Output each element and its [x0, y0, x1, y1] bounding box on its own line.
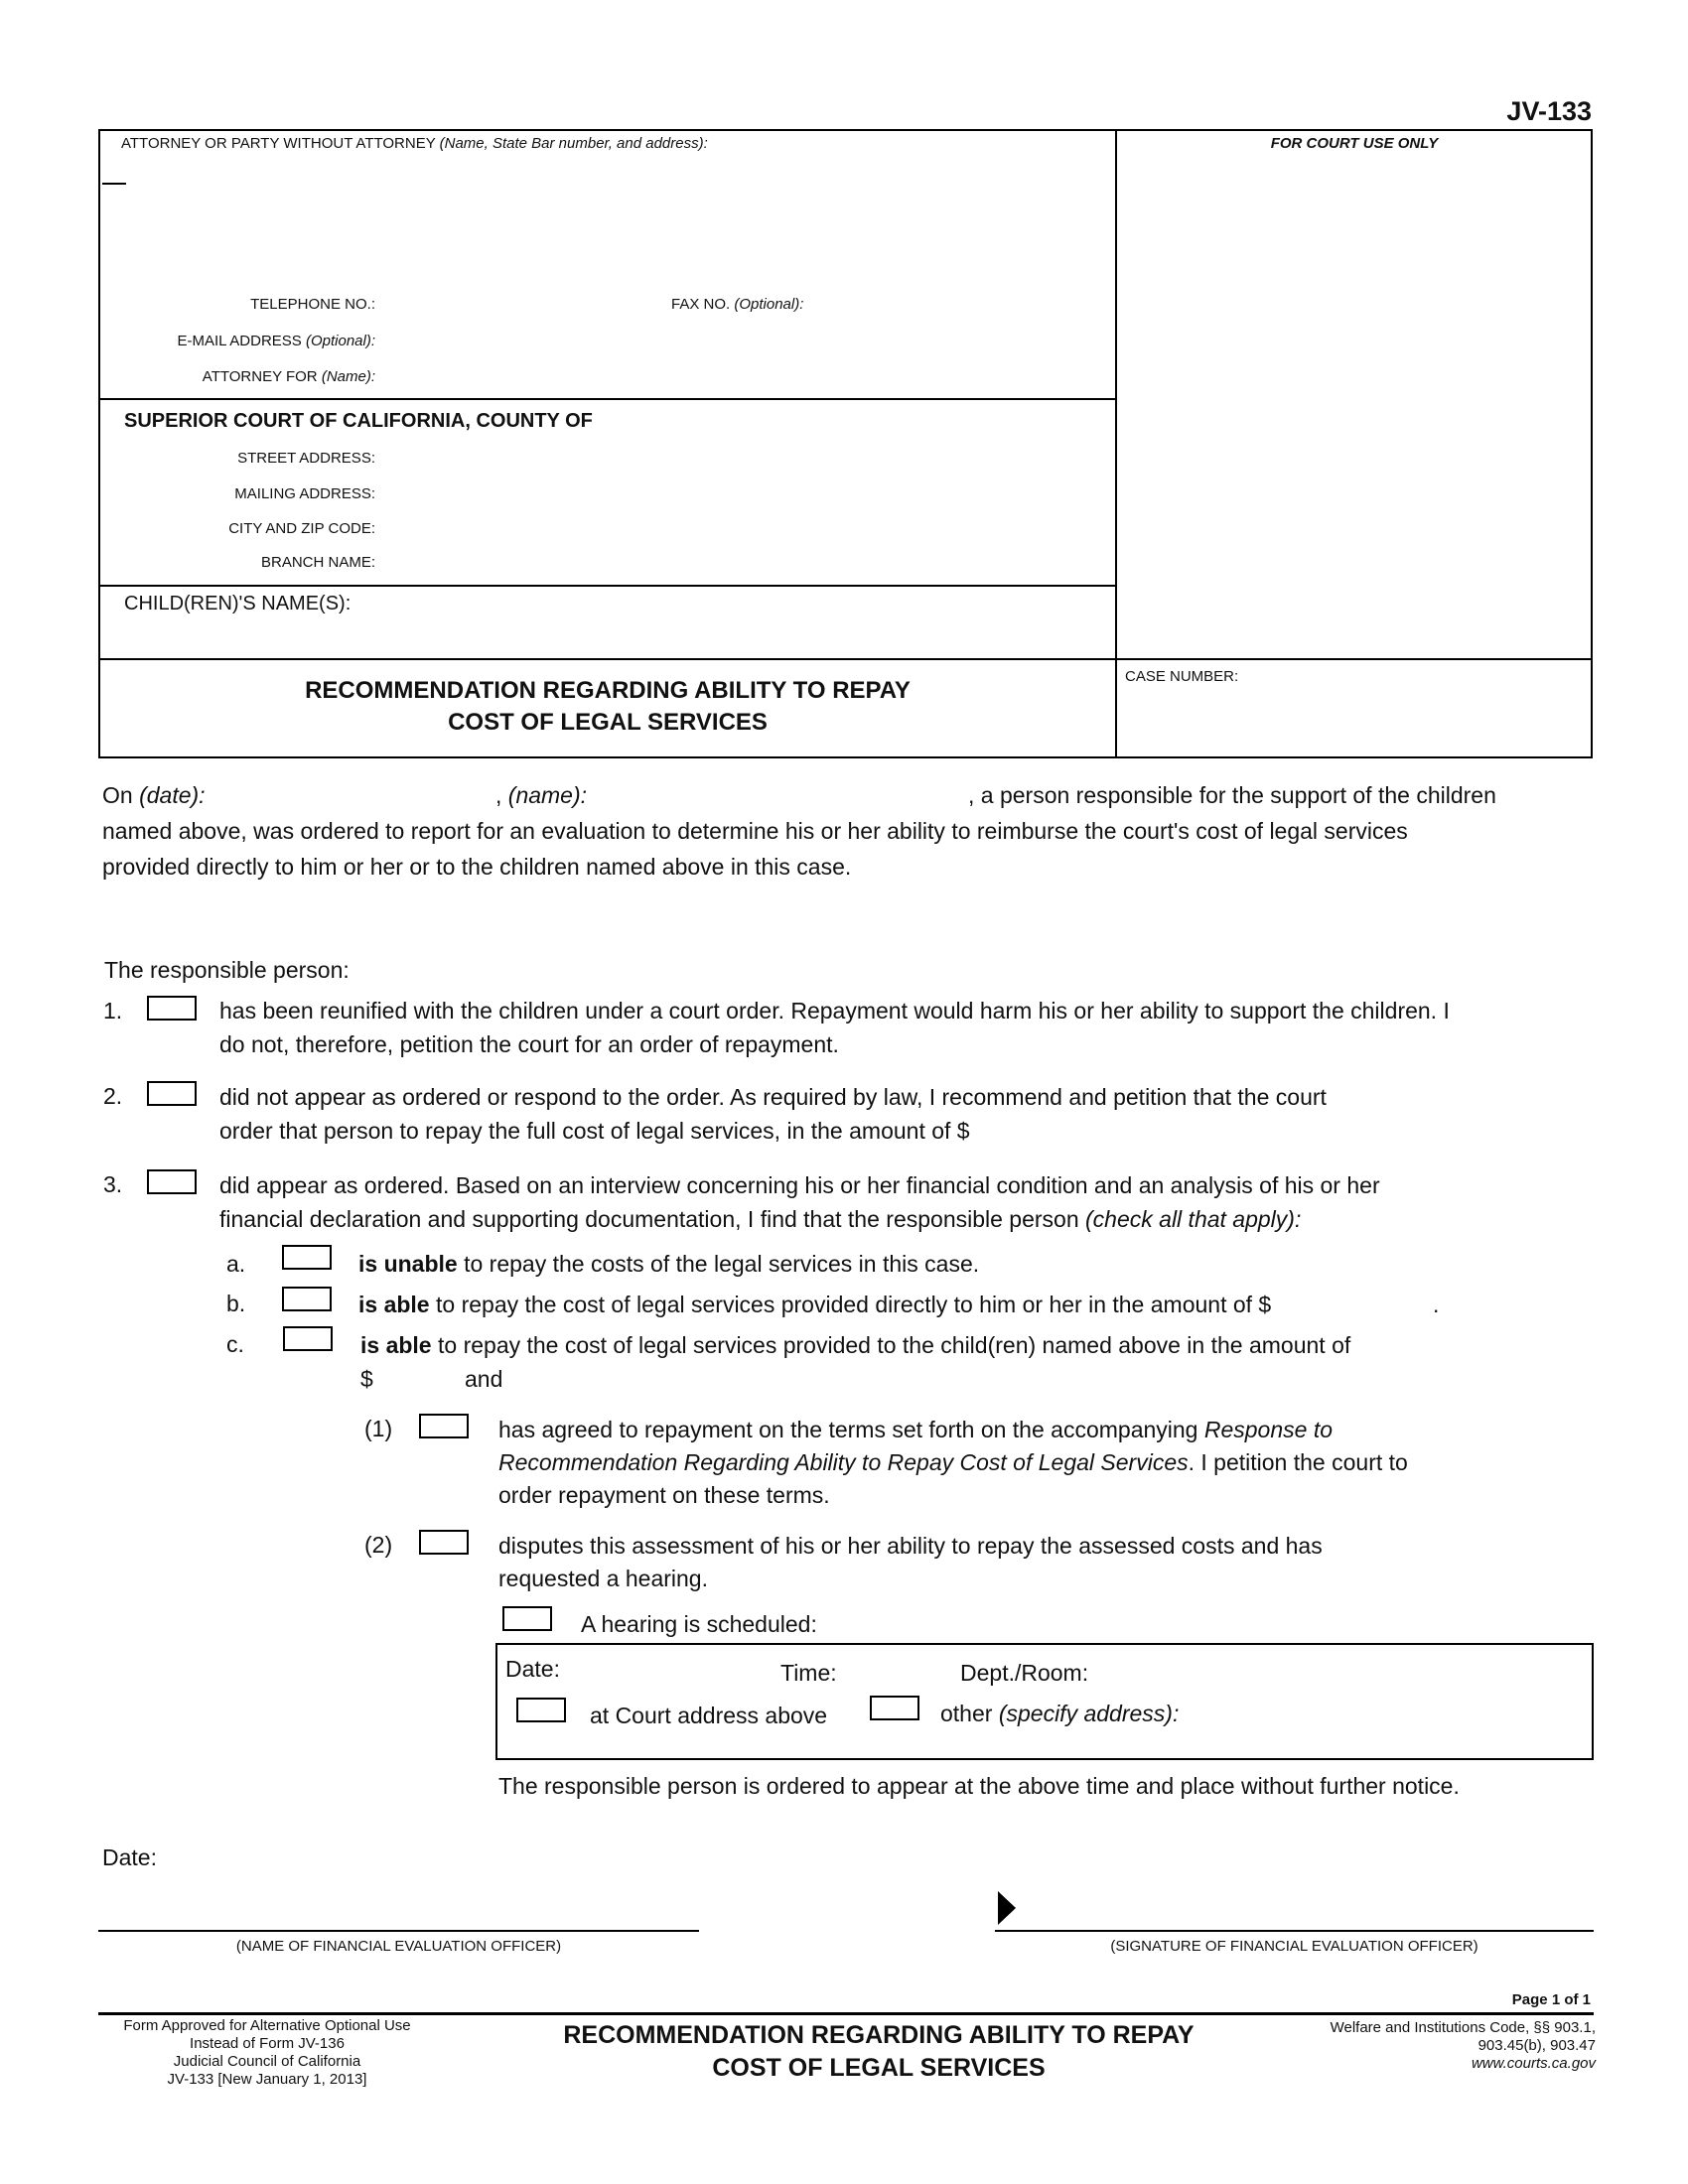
- item-2-number: 2.: [103, 1083, 123, 1109]
- city-zip-label: CITY AND ZIP CODE:: [228, 520, 375, 537]
- sub-1-line-2: Recommendation Regarding Ability to Repay Cost of Legal Services. I petition the court to: [498, 1449, 1408, 1475]
- item-3b-checkbox[interactable]: [282, 1287, 332, 1311]
- intro-rest: , a person responsible for the support of the children: [968, 782, 1496, 808]
- sub-2-number: (2): [364, 1532, 393, 1558]
- hearing-time-label: Time:: [780, 1660, 837, 1686]
- other-address-label: other (specify address):: [940, 1701, 1180, 1726]
- item-3-checkbox[interactable]: [147, 1169, 197, 1194]
- name-caption: (NAME OF FINANCIAL EVALUATION OFFICER): [235, 1938, 562, 1955]
- footer-right: Welfare and Institutions Code, §§ 903.1, 903.45(b), 903.47 www.courts.ca.gov: [1330, 2019, 1596, 2072]
- header-frame: [98, 129, 1593, 758]
- item-3c-letter: c.: [226, 1331, 244, 1357]
- footer-left: Form Approved for Alternative Optional Use Instead of Form JV-136 Judicial Council of California JV-133 [New January 1, 2013]: [123, 2017, 411, 2088]
- hearing-scheduled-checkbox[interactable]: [502, 1606, 552, 1631]
- item-1-checkbox[interactable]: [147, 996, 197, 1021]
- item-1-line-1: has been reunified with the children under a court order. Repayment would harm his or her ability to support the children. I: [219, 998, 1450, 1024]
- street-address-label: STREET ADDRESS:: [237, 450, 375, 467]
- court-bottom-rule: [98, 585, 1116, 587]
- telephone-label: TELEPHONE NO.:: [250, 296, 375, 313]
- branch-name-label: BRANCH NAME:: [260, 554, 375, 571]
- signature-caption: (SIGNATURE OF FINANCIAL EVALUATION OFFICER): [1110, 1938, 1478, 1955]
- item-2-checkbox[interactable]: [147, 1081, 197, 1106]
- sub-1-checkbox[interactable]: [419, 1414, 469, 1438]
- item-3a-checkbox[interactable]: [282, 1245, 332, 1270]
- signature-line[interactable]: [995, 1930, 1594, 1932]
- attorney-for-label: ATTORNEY FOR (Name):: [202, 368, 375, 385]
- item-1-number: 1.: [103, 998, 123, 1024]
- sub-1-line-1: has agreed to repayment on the terms set forth on the accompanying Response to: [498, 1417, 1333, 1442]
- intro-line-2: named above, was ordered to report for an evaluation to determine his or her ability to reimburse the court's cost of legal services: [102, 818, 1408, 844]
- at-court-label: at Court address above: [590, 1703, 828, 1728]
- sub-2-line-2: requested a hearing.: [498, 1566, 708, 1591]
- signature-arrow-icon: [996, 1889, 1018, 1927]
- page-number: Page 1 of 1: [1511, 1991, 1591, 2008]
- form-title: RECOMMENDATION REGARDING ABILITY TO REPAY COST OF LEGAL SERVICES: [305, 677, 911, 736]
- item-3c-and: and: [465, 1366, 503, 1392]
- item-2-line-1: did not appear as ordered or respond to the order. As required by law, I recommend and petition that the court: [219, 1084, 1327, 1110]
- intro-comma-name: , (name):: [495, 782, 588, 808]
- sub-1-number: (1): [364, 1416, 393, 1441]
- item-3a-letter: a.: [226, 1251, 246, 1277]
- item-3a-text: is unable to repay the costs of the legal services in this case.: [358, 1251, 980, 1277]
- item-3b-text: is able to repay the cost of legal services provided directly to him or her in the amount of $: [358, 1292, 1272, 1317]
- at-court-checkbox[interactable]: [516, 1698, 566, 1722]
- footer-rule: [98, 2012, 1594, 2015]
- sub-2-line-1: disputes this assessment of his or her ability to repay the assessed costs and has: [498, 1533, 1323, 1559]
- intro-line-1: On (date):: [102, 782, 206, 808]
- item-1-line-2: do not, therefore, petition the court for an order of repayment.: [219, 1031, 839, 1057]
- court-use-label: FOR COURT USE ONLY: [1270, 135, 1439, 152]
- email-label: E-MAIL ADDRESS (Optional):: [177, 333, 375, 349]
- hearing-scheduled-label: A hearing is scheduled:: [581, 1611, 817, 1637]
- form-id: JV-133: [1506, 96, 1592, 126]
- footer-title: RECOMMENDATION REGARDING ABILITY TO REPAY COST OF LEGAL SERVICES: [563, 2021, 1195, 2082]
- children-bottom-rule: [98, 658, 1593, 660]
- sub-2-checkbox[interactable]: [419, 1530, 469, 1555]
- hearing-dept-label: Dept./Room:: [960, 1660, 1089, 1686]
- item-3c-checkbox[interactable]: [283, 1326, 333, 1351]
- item-3c-dollar: $: [360, 1366, 373, 1392]
- appear-notice: The responsible person is ordered to appear at the above time and place without further notice.: [498, 1773, 1460, 1799]
- intro-line-3: provided directly to him or her or to the children named above in this case.: [102, 854, 852, 880]
- case-number-label: CASE NUMBER:: [1125, 668, 1239, 685]
- other-address-checkbox[interactable]: [870, 1696, 919, 1720]
- attorney-box-title: ATTORNEY OR PARTY WITHOUT ATTORNEY (Name, State Bar number, and address):: [121, 135, 708, 152]
- attorney-name-marker: [102, 183, 126, 185]
- fax-label: FAX NO. (Optional):: [671, 296, 804, 313]
- item-3-number: 3.: [103, 1171, 123, 1197]
- hearing-date-label: Date:: [505, 1656, 560, 1682]
- children-label: CHILD(REN)'S NAME(S):: [124, 593, 352, 614]
- item-3b-letter: b.: [226, 1291, 246, 1316]
- item-3c-text: is able to repay the cost of legal services provided to the child(ren) named above in the amount of: [360, 1332, 1351, 1358]
- item-3-line-2: financial declaration and supporting documentation, I find that the responsible person (check all that apply):: [219, 1206, 1302, 1232]
- item-3b-end: .: [1433, 1292, 1440, 1317]
- court-title: SUPERIOR COURT OF CALIFORNIA, COUNTY OF: [124, 410, 593, 432]
- attorney-bottom-rule: [98, 398, 1116, 400]
- sub-1-line-3: order repayment on these terms.: [498, 1482, 830, 1508]
- name-line: [98, 1930, 699, 1932]
- header-divider: [1115, 129, 1117, 758]
- sign-date-label: Date:: [102, 1844, 157, 1870]
- mailing-address-label: MAILING ADDRESS:: [234, 485, 375, 502]
- item-3-line-1: did appear as ordered. Based on an interview concerning his or her financial condition and an analysis of his or her: [219, 1172, 1380, 1198]
- responsible-person-label: The responsible person:: [104, 957, 350, 983]
- item-2-line-2: order that person to repay the full cost of legal services, in the amount of $: [219, 1118, 970, 1144]
